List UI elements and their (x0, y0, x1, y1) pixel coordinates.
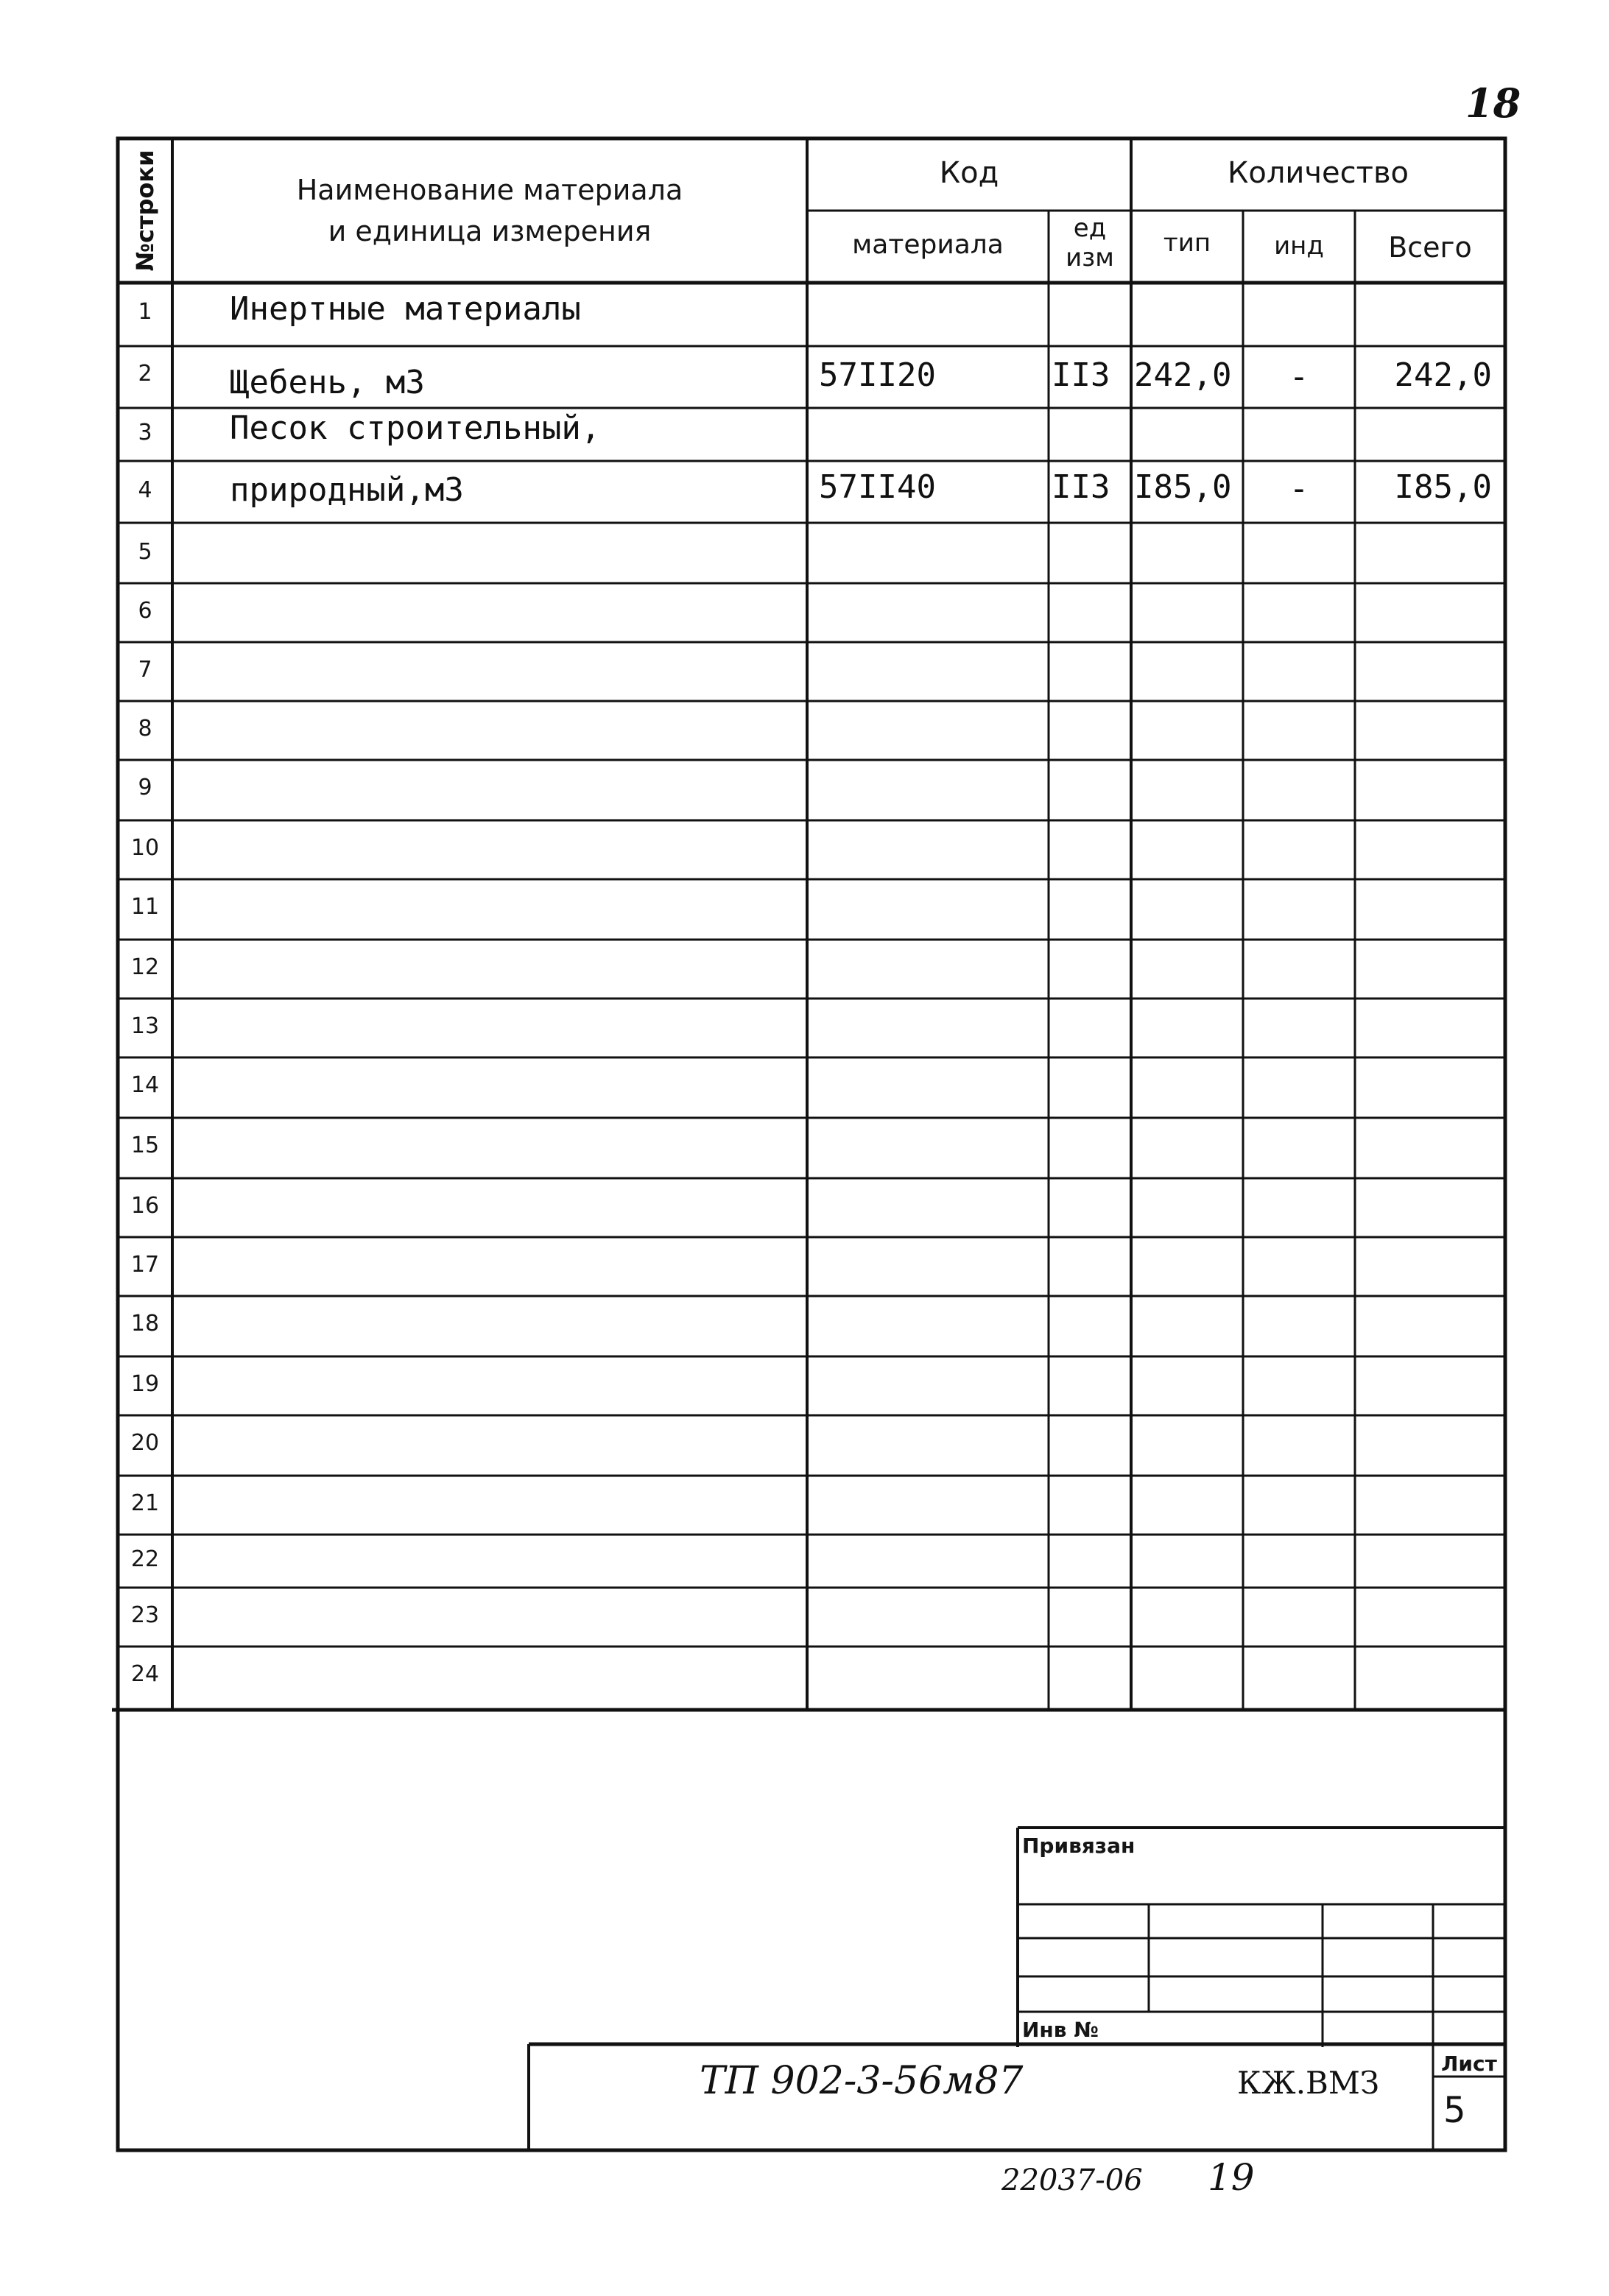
row-number: 10 (130, 835, 160, 861)
quantity-total: 242,0 (1394, 356, 1492, 394)
unit-code: II3 (1052, 468, 1110, 506)
row-number: 6 (138, 598, 152, 624)
linked-label: Привязан (1022, 1834, 1136, 1858)
page-number: 18 (1465, 80, 1521, 127)
inventory-number-label: Инв № (1022, 2018, 1099, 2042)
order-number: 22037-06 (1001, 2163, 1143, 2197)
quantity-ind: - (1289, 358, 1309, 395)
code-unit-header-line2: изм (1066, 243, 1114, 272)
row-number: 8 (138, 716, 152, 742)
row-number: 11 (130, 894, 160, 920)
row-number: 7 (138, 657, 152, 683)
material-name: Инертные материалы (230, 290, 581, 328)
name-column-header-line1: Наименование материала (296, 174, 683, 206)
material-code: 57II40 (819, 468, 936, 506)
row-number: 4 (138, 477, 152, 503)
row-number: 16 (130, 1193, 160, 1219)
row-number: 12 (130, 954, 160, 980)
name-column-header-line2: и единица измерения (328, 215, 652, 247)
row-number: 3 (138, 420, 152, 446)
row-number: 15 (130, 1133, 160, 1158)
row-number: 9 (138, 775, 152, 800)
row-number: 18 (130, 1311, 160, 1337)
row-number: 23 (130, 1602, 160, 1628)
row-number: 19 (130, 1371, 160, 1397)
row-number: 21 (130, 1490, 160, 1516)
row-number-header: №строки (131, 149, 159, 272)
code-group-header: Код (939, 156, 999, 190)
row-number: 5 (138, 539, 152, 565)
quantity-type-header: тип (1163, 228, 1211, 258)
material-name: Песок строительный, (230, 409, 601, 447)
quantity-ind-header: инд (1274, 231, 1324, 261)
code-material-header: материала (852, 230, 1004, 260)
row-number: 20 (130, 1430, 160, 1456)
row-number: 1 (138, 299, 152, 325)
material-code: 57II20 (819, 356, 936, 394)
quantity-total-header: Всего (1388, 231, 1472, 264)
quantity-total: I85,0 (1394, 468, 1492, 506)
page-reference: 19 (1208, 2156, 1255, 2199)
row-number: 22 (130, 1546, 160, 1572)
quantity-type: 242,0 (1134, 356, 1232, 394)
row-number: 14 (130, 1072, 160, 1098)
material-name: природный,м3 (230, 471, 464, 509)
row-number: 17 (130, 1252, 160, 1278)
sheet-label: Лист (1441, 2052, 1497, 2076)
row-number: 2 (138, 361, 152, 387)
sheet-number: 5 (1443, 2090, 1466, 2131)
quantity-ind: - (1289, 470, 1309, 507)
row-number: 24 (130, 1661, 160, 1687)
quantity-group-header: Количество (1227, 156, 1409, 190)
material-name: Щебень, м3 (230, 364, 425, 401)
row-number: 13 (130, 1013, 160, 1039)
unit-code: II3 (1052, 356, 1110, 394)
document-mark: КЖ.ВМЗ (1237, 2065, 1380, 2101)
quantity-type: I85,0 (1134, 468, 1232, 506)
code-unit-header-line1: ед (1073, 214, 1107, 243)
document-code: ТП 902-3-56м87 (700, 2059, 1024, 2103)
